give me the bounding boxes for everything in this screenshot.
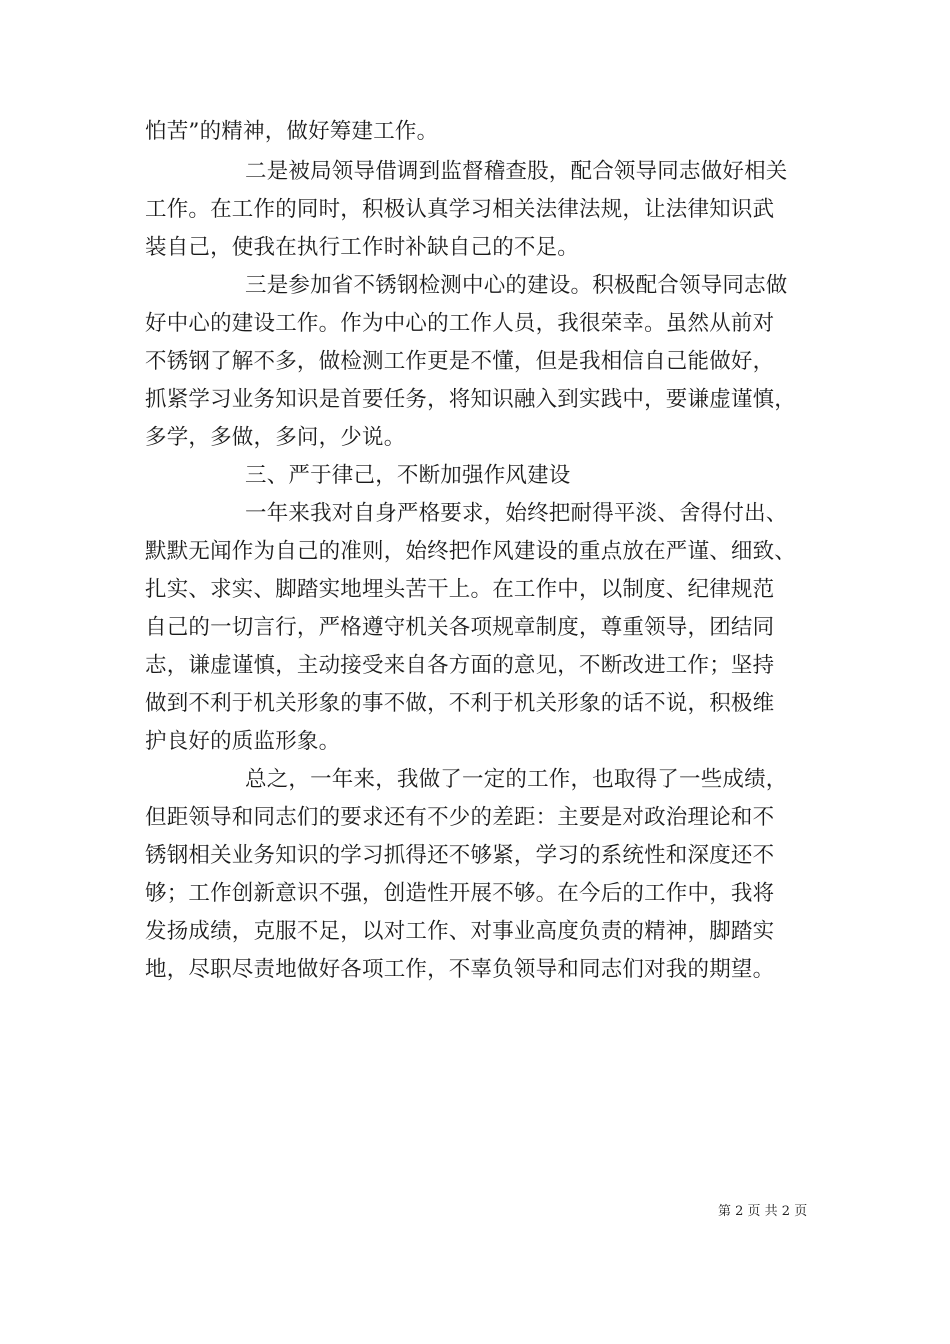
text-line: 志，谦虚谨慎，主动接受来自各方面的意见，不断改进工作；坚持 (145, 653, 775, 678)
page-number-footer: 第 2 页 共 2 页 (718, 1204, 808, 1219)
text-line: 装自己，使我在执行工作时补缺自己的不足。 (145, 235, 580, 260)
text-line: 锈钢相关业务知识的学习抓得还不够紧，学习的系统性和深度还不 (145, 843, 775, 868)
text-line: 二是被局领导借调到监督稽查股，配合领导同志做好相关 (245, 159, 788, 184)
text-line: 但距领导和同志们的要求还有不少的差距：主要是对政治理论和不 (145, 805, 775, 830)
text-line: 默默无闻作为自己的准则，始终把作风建设的重点放在严谨、细致、 (145, 539, 797, 564)
text-line: 工作。在工作的同时，积极认真学习相关法律法规，让法律知识武 (145, 197, 775, 222)
text-line: 做到不利于机关形象的事不做，不利于机关形象的话不说，积极维 (145, 691, 775, 716)
text-line: 总之，一年来，我做了一定的工作，也取得了一些成绩， (245, 767, 788, 792)
text-line: 扎实、求实、脚踏实地埋头苦干上。在工作中，以制度、纪律规范 (145, 577, 775, 602)
text-line: 自己的一切言行，严格遵守机关各项规章制度，尊重领导，团结同 (145, 615, 775, 640)
text-line: 三是参加省不锈钢检测中心的建设。积极配合领导同志做 (245, 273, 788, 298)
text-line: 好中心的建设工作。作为中心的工作人员，我很荣幸。虽然从前对 (145, 311, 775, 336)
text-line: 发扬成绩，克服不足，以对工作、对事业高度负责的精神，脚踏实 (145, 919, 775, 944)
text-line: 不锈钢了解不多，做检测工作更是不懂，但是我相信自己能做好， (145, 349, 775, 374)
text-line: 护良好的质监形象。 (145, 729, 341, 754)
text-line: 怕苦”的精神，做好筹建工作。 (145, 119, 439, 144)
text-line: 够；工作创新意识不强，创造性开展不够。在今后的工作中，我将 (145, 881, 775, 906)
text-line: 抓紧学习业务知识是首要任务，将知识融入到实践中，要谦虚谨慎， (145, 387, 797, 412)
text-line: 地，尽职尽责地做好各项工作，不辜负领导和同志们对我的期望。 (145, 957, 775, 982)
text-line: 多学，多做，多问，少说。 (145, 425, 406, 450)
section-heading: 三、严于律己，不断加强作风建设 (245, 463, 571, 488)
text-line: 一年来我对自身严格要求，始终把耐得平淡、舍得付出、 (245, 501, 788, 526)
